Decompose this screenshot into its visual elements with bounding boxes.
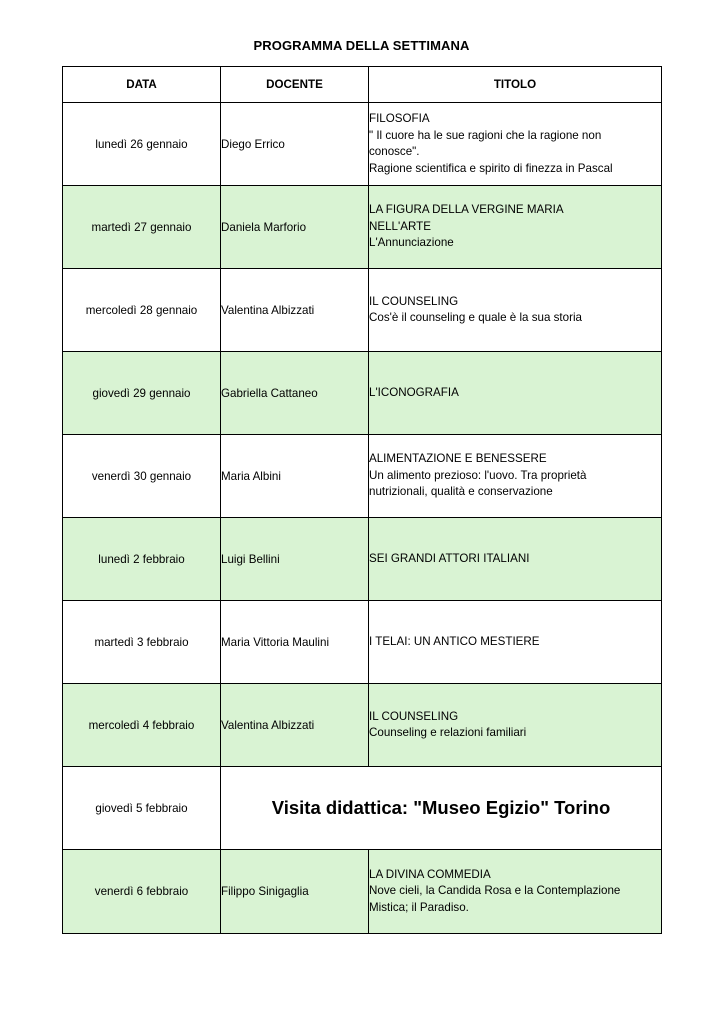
table-row: [63, 186, 662, 269]
date-cell: mercoledì 4 febbraio: [63, 684, 221, 767]
title-line: Counseling e relazioni familiari: [369, 726, 527, 739]
title-line: L'Annunciazione: [369, 236, 454, 250]
date-cell: martedì 27 gennaio: [63, 186, 221, 269]
date-cell: venerdì 30 gennaio: [63, 435, 221, 518]
title-line: FILOSOFIA: [369, 112, 430, 125]
title-cell: [369, 601, 662, 684]
title-cell: [369, 186, 662, 269]
date-cell: giovedì 29 gennaio: [63, 352, 221, 435]
teacher-cell: Valentina Albizzati: [221, 269, 369, 352]
table-row: [63, 269, 662, 352]
title-line: LA FIGURA DELLA VERGINE MARIA: [369, 203, 564, 217]
teacher-cell: Gabriella Cattaneo: [221, 352, 369, 435]
date-cell: venerdì 6 febbraio: [63, 850, 221, 934]
title-cell: [369, 352, 662, 435]
title-cell: [369, 269, 662, 352]
title-line: IL COUNSELING: [369, 709, 459, 723]
title-line: conosce".: [369, 145, 420, 158]
title-line: nutrizionali, qualità e conservazione: [369, 485, 553, 499]
title-cell: [369, 103, 662, 186]
title-cell: [369, 684, 662, 767]
title-line: NELL'ARTE: [369, 219, 431, 233]
title-line: Ragione scientifica e spirito di finezza in Pascal: [369, 161, 613, 175]
table-row: [63, 352, 662, 435]
header-teacher: DOCENTE: [221, 67, 369, 103]
special-event-cell: Visita didattica: "Museo Egizio" Torino: [221, 767, 662, 850]
title-line: Mistica; il Paradiso.: [369, 900, 469, 914]
table-row: [63, 518, 662, 601]
title-cell: [369, 435, 662, 518]
title-line: Nove cieli, la Candida Rosa e la Contemplazione: [369, 884, 621, 898]
date-cell: lunedì 2 febbraio: [63, 518, 221, 601]
header-row: [63, 67, 662, 103]
table-row: [63, 767, 662, 850]
page-title: PROGRAMMA DELLA SETTIMANA: [253, 38, 470, 53]
table-row: [63, 601, 662, 684]
title-line: IL COUNSELING: [369, 294, 459, 308]
teacher-cell: Maria Albini: [221, 435, 369, 518]
title-line: " Il cuore ha le sue ragioni che la ragione non: [369, 128, 602, 142]
teacher-cell: Daniela Marforio: [221, 186, 369, 269]
header-title: TITOLO: [369, 67, 662, 103]
title-line: L'ICONOGRAFIA: [369, 385, 459, 399]
title-cell: [369, 850, 662, 934]
table-row: [63, 103, 662, 186]
date-cell: giovedì 5 febbraio: [63, 767, 221, 850]
teacher-cell: Luigi Bellini: [221, 518, 369, 601]
title-cell: [369, 518, 662, 601]
schedule-table: [62, 66, 662, 934]
date-cell: lunedì 26 gennaio: [63, 103, 221, 186]
teacher-cell: Diego Errico: [221, 103, 369, 186]
title-line: LA DIVINA COMMEDIA: [369, 867, 491, 881]
teacher-cell: Valentina Albizzati: [221, 684, 369, 767]
header-date: DATA: [63, 67, 221, 103]
table-row: [63, 850, 662, 934]
title-line: I TELAI: UN ANTICO MESTIERE: [369, 634, 540, 648]
date-cell: martedì 3 febbraio: [63, 601, 221, 684]
teacher-cell: Maria Vittoria Maulini: [221, 601, 369, 684]
title-line: ALIMENTAZIONE E BENESSERE: [369, 452, 547, 466]
title-line: SEI GRANDI ATTORI ITALIANI: [369, 551, 530, 565]
table-row: [63, 684, 662, 767]
title-line: Cos'è il counseling e quale è la sua storia: [369, 311, 582, 324]
table-row: [63, 435, 662, 518]
title-line: Un alimento prezioso: l'uovo. Tra proprietà: [369, 468, 587, 482]
teacher-cell: Filippo Sinigaglia: [221, 850, 369, 934]
date-cell: mercoledì 28 gennaio: [63, 269, 221, 352]
